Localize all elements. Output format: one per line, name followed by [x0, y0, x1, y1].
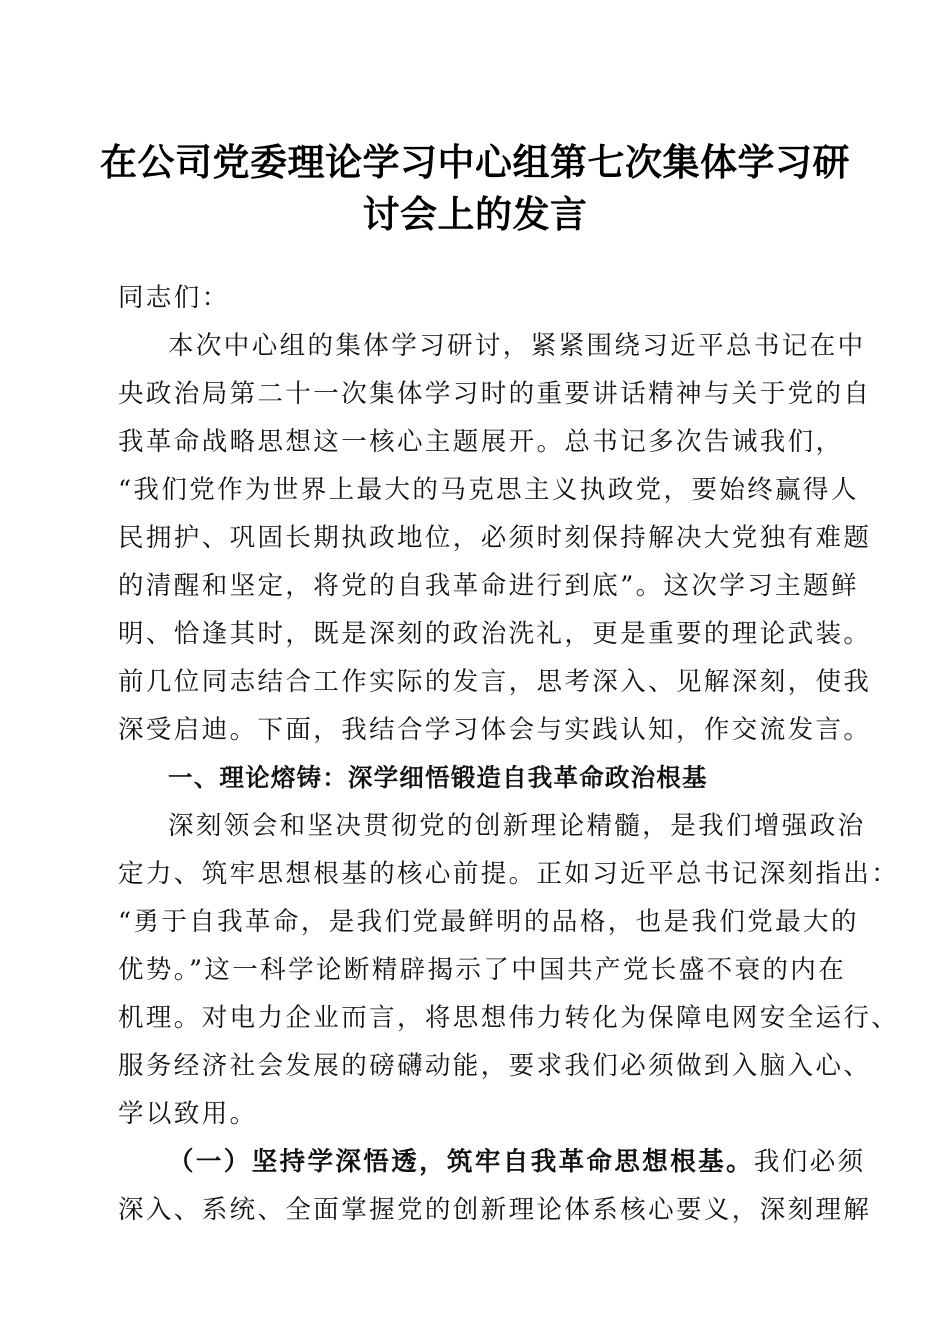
paragraph-2-line: 深刻领会和坚决贯彻党的创新理论精髓，是我们增强政治 [168, 811, 866, 841]
paragraph-1-line: 民拥护、巩固长期执政地位，必须时刻保持解决大党独有难题 [118, 523, 872, 553]
document-title-line-1: 在公司党委理论学习中心组第七次集体学习研 [100, 140, 850, 184]
paragraph-1-line: 前几位同志结合工作实际的发言，思考深入、见解深刻，使我 [118, 667, 872, 697]
paragraph-1-line: 深受启迪。下面，我结合学习体会与实践认知，作交流发言。 [118, 715, 872, 745]
subheading-1: （一）坚持学深悟透，筑牢自我革命思想根基。 [168, 1147, 754, 1177]
paragraph-3-first-line-rest: 我们必须 [753, 1147, 866, 1177]
paragraph-1-line: 本次中心组的集体学习研讨，紧紧围绕习近平总书记在中 [168, 331, 866, 361]
paragraph-2-line: “勇于自我革命，是我们党最鲜明的品格，也是我们党最大的 [118, 907, 859, 937]
paragraph-1-line: 央政治局第二十一次集体学习时的重要讲话精神与关于党的自 [118, 379, 872, 409]
paragraph-1-line: 明、恰逢其时，既是深刻的政治洗礼，更是重要的理论武装。 [118, 619, 872, 649]
paragraph-2-line: 机理。对电力企业而言，将思想伟力转化为保障电网安全运行、 [118, 1003, 900, 1033]
paragraph-2-line: 定力、筑牢思想根基的核心前提。正如习近平总书记深刻指出： [118, 859, 900, 889]
paragraph-2-line: 学以致用。 [118, 1099, 258, 1129]
paragraph-2-line: 服务经济社会发展的磅礴动能，要求我们必须做到入脑入心、 [118, 1051, 872, 1081]
paragraph-1-line: 的清醒和坚定，将党的自我革命进行到底”。这次学习主题鲜 [118, 571, 859, 601]
paragraph-1-line: “我们党作为世界上最大的马克思主义执政党，要始终赢得人 [118, 475, 859, 505]
paragraph-3-first-line [168, 1138, 866, 1186]
paragraph-1-line: 我革命战略思想这一核心主题展开。总书记多次告诫我们， [118, 427, 844, 457]
section-heading-1: 一、理论熔铸：深学细悟锻造自我革命政治根基 [168, 763, 708, 792]
document-title-line-2: 讨会上的发言 [362, 192, 588, 236]
paragraph-2-line: 优势。”这一科学论断精辟揭示了中国共产党长盛不衰的内在 [118, 955, 847, 985]
paragraph-3-line: 深入、系统、全面掌握党的创新理论体系核心要义，深刻理解 [118, 1195, 872, 1225]
salutation: 同志们： [118, 283, 230, 313]
